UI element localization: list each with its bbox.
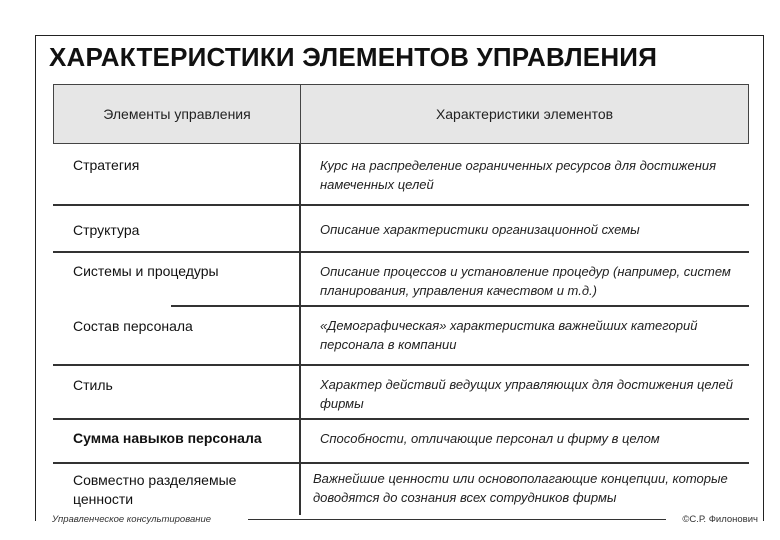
characteristics-table bbox=[53, 84, 749, 507]
table-header bbox=[53, 84, 749, 144]
table-row bbox=[53, 306, 749, 364]
table-row bbox=[53, 419, 749, 462]
row-description: Способности, отличающие персонал и фирму в целом bbox=[320, 431, 660, 446]
header-characteristics: Характеристики элементов bbox=[435, 106, 614, 122]
row-description: Важнейшие ценности или основополагающие концепции, которые доводятся до сознания всех сотрудников фирмы bbox=[313, 471, 728, 505]
table-row bbox=[53, 144, 749, 204]
column-divider bbox=[299, 463, 301, 515]
table-row bbox=[53, 252, 749, 305]
row-element: Структура bbox=[73, 222, 140, 238]
row-element: Сумма навыков персонала bbox=[73, 430, 262, 446]
row-description: Описание характеристики организационной схемы bbox=[320, 222, 640, 237]
column-divider bbox=[299, 205, 301, 252]
row-element: Стиль bbox=[73, 377, 113, 393]
column-divider bbox=[299, 252, 301, 305]
header-elements: Элементы управления bbox=[54, 85, 301, 143]
table-row bbox=[53, 205, 749, 252]
column-divider bbox=[299, 365, 301, 418]
row-description: Курс на распределение ограниченных ресурсов для достижения намеченных целей bbox=[320, 158, 717, 192]
row-description: Описание процессов и установление процедур (например, систем планирования, управления качеством и т.д.) bbox=[320, 264, 731, 298]
table-row bbox=[53, 463, 749, 515]
column-divider bbox=[299, 306, 301, 364]
footer-author: ©С.Р. Филонович bbox=[682, 514, 758, 525]
footer-rule bbox=[248, 519, 666, 520]
row-element: Совместно разделяемые ценности bbox=[73, 472, 237, 507]
column-divider bbox=[299, 144, 301, 204]
page-title: ХАРАКТЕРИСТИКИ ЭЛЕМЕНТОВ УПРАВЛЕНИЯ bbox=[49, 42, 658, 72]
column-divider bbox=[299, 419, 301, 462]
row-description: Характер действий ведущих управляющих для достижения целей фирмы bbox=[320, 377, 734, 411]
row-element: Стратегия bbox=[73, 157, 140, 173]
row-element: Системы и процедуры bbox=[73, 263, 219, 279]
row-description: «Демографическая» характеристика важнейших категорий персонала в компании bbox=[320, 318, 698, 352]
footer-course: Управленческое консультирование bbox=[52, 514, 212, 525]
table-row bbox=[53, 365, 749, 418]
row-element: Состав персонала bbox=[73, 318, 193, 334]
